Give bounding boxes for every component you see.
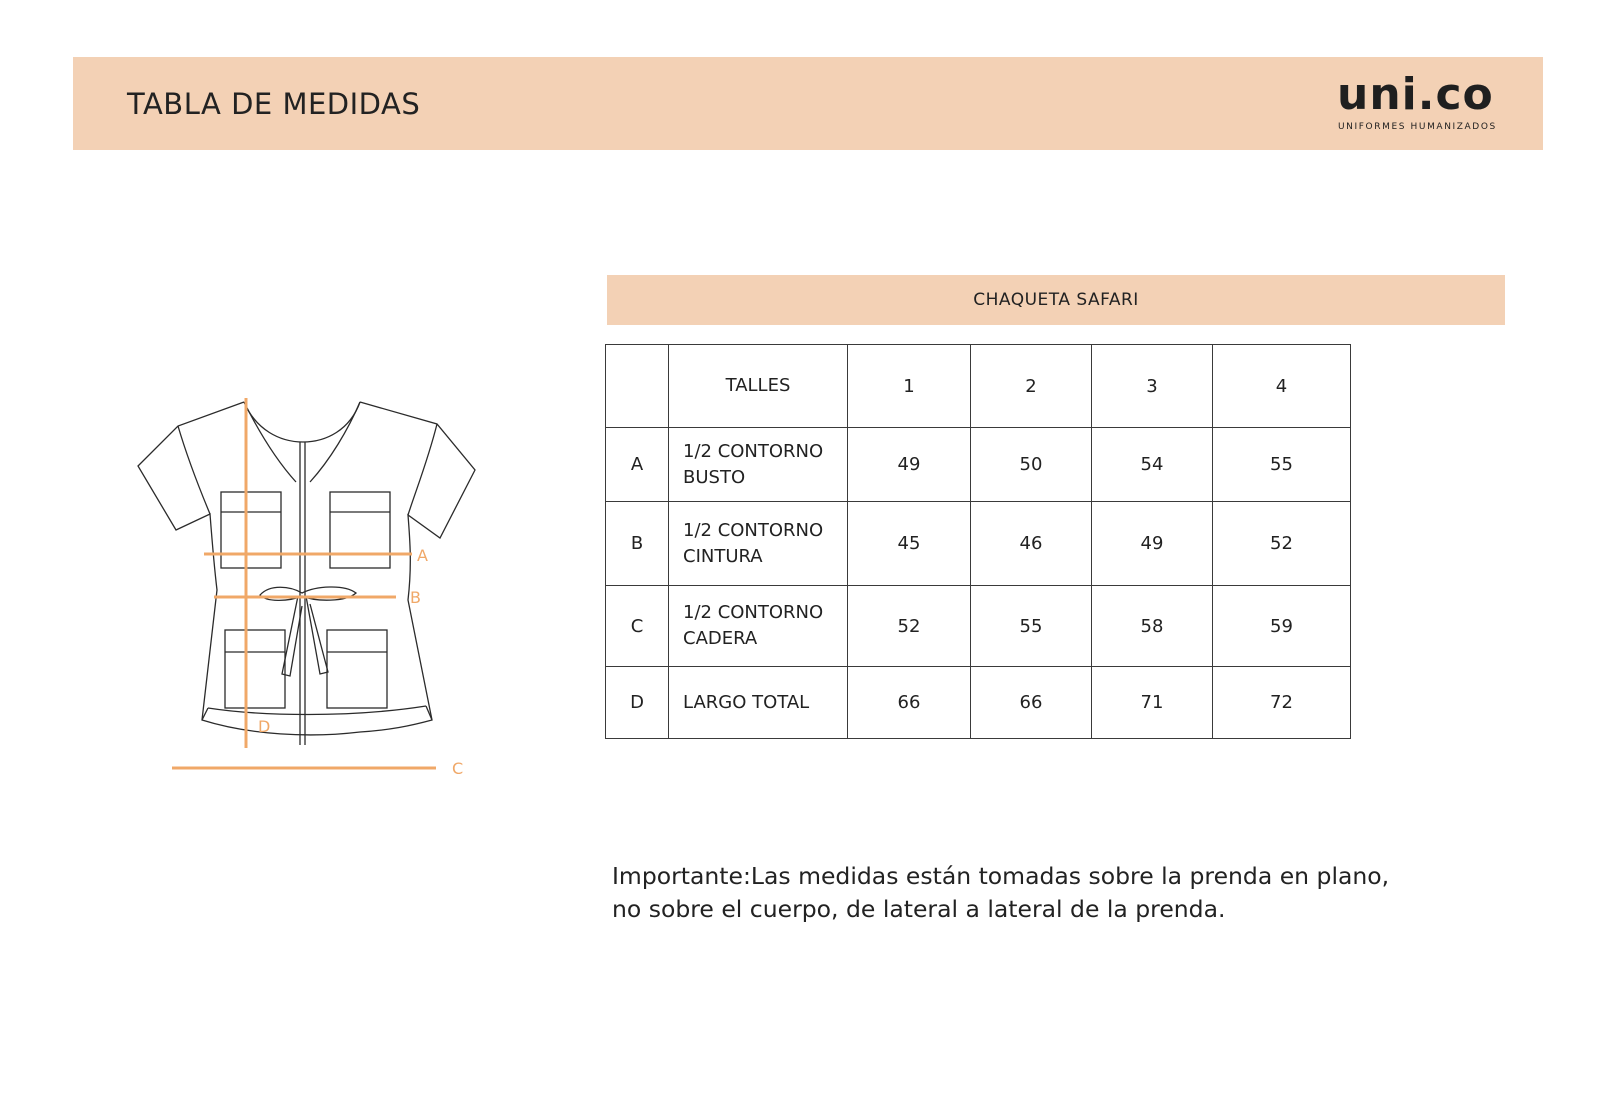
table-row — [606, 502, 1351, 586]
row-label-line2: CADERA — [683, 628, 758, 649]
header-band — [73, 57, 1543, 150]
table-header-row — [606, 345, 1351, 428]
table-cell: 46 — [971, 502, 1092, 586]
row-label-line2: BUSTO — [683, 466, 746, 488]
row-label — [669, 667, 848, 739]
table-cell: 55 — [971, 586, 1092, 667]
logo-tagline: UNIFORMES HUMANIZADOS — [1338, 122, 1497, 132]
table-cell: 49 — [1092, 502, 1213, 586]
measurement-note — [612, 860, 1472, 926]
table-title-bar — [607, 275, 1505, 325]
label-d: D — [258, 717, 271, 736]
header-label: TALLES — [669, 345, 848, 428]
note-line-1: Importante:Las medidas están tomadas sobre la prenda en plano, — [612, 862, 1390, 890]
table-cell: 52 — [848, 586, 971, 667]
size-header: 2 — [971, 345, 1092, 428]
label-a: A — [417, 546, 428, 565]
label-c: C — [452, 759, 464, 778]
row-letter: C — [606, 586, 669, 667]
logo-wordmark: uni.co — [1337, 69, 1494, 120]
table-cell: 45 — [848, 502, 971, 586]
table-row — [606, 586, 1351, 667]
row-label-line1: 1/2 CONTORNO — [683, 602, 824, 623]
table-cell: 66 — [848, 667, 971, 739]
note-line-2: no sobre el cuerpo, de lateral a lateral de la prenda. — [612, 895, 1226, 923]
row-label-line1: 1/2 CONTORNO — [683, 519, 824, 541]
table-cell: 72 — [1213, 667, 1351, 739]
size-header: 3 — [1092, 345, 1213, 428]
table-cell: 58 — [1092, 586, 1213, 667]
row-label-line1: 1/2 CONTORNO — [683, 440, 824, 462]
table-title: CHAQUETA SAFARI — [973, 290, 1139, 310]
table-cell: 71 — [1092, 667, 1213, 739]
row-label — [669, 428, 848, 502]
table-cell: 66 — [971, 667, 1092, 739]
row-label-line1: LARGO TOTAL — [683, 691, 810, 713]
size-header: 1 — [848, 345, 971, 428]
garment-diagram — [130, 390, 480, 790]
row-letter: A — [606, 428, 669, 502]
table-cell: 59 — [1213, 586, 1351, 667]
page-title: TABLA DE MEDIDAS — [127, 87, 421, 121]
label-b: B — [410, 588, 421, 607]
table-cell: 54 — [1092, 428, 1213, 502]
row-label-line2: CINTURA — [683, 545, 763, 567]
size-table — [605, 344, 1351, 739]
table-cell: 50 — [971, 428, 1092, 502]
table-cell: 55 — [1213, 428, 1351, 502]
size-header: 4 — [1213, 345, 1351, 428]
table-cell: 49 — [848, 428, 971, 502]
table-cell: 52 — [1213, 502, 1351, 586]
row-letter: B — [606, 502, 669, 586]
jacket-outline — [138, 402, 475, 735]
safari-jacket-illustration — [130, 390, 480, 790]
row-letter: D — [606, 667, 669, 739]
row-label — [669, 586, 848, 667]
table-row — [606, 428, 1351, 502]
brand-logo — [1337, 70, 1507, 140]
header-empty-cell — [606, 345, 669, 428]
row-label — [669, 502, 848, 586]
table-row — [606, 667, 1351, 739]
